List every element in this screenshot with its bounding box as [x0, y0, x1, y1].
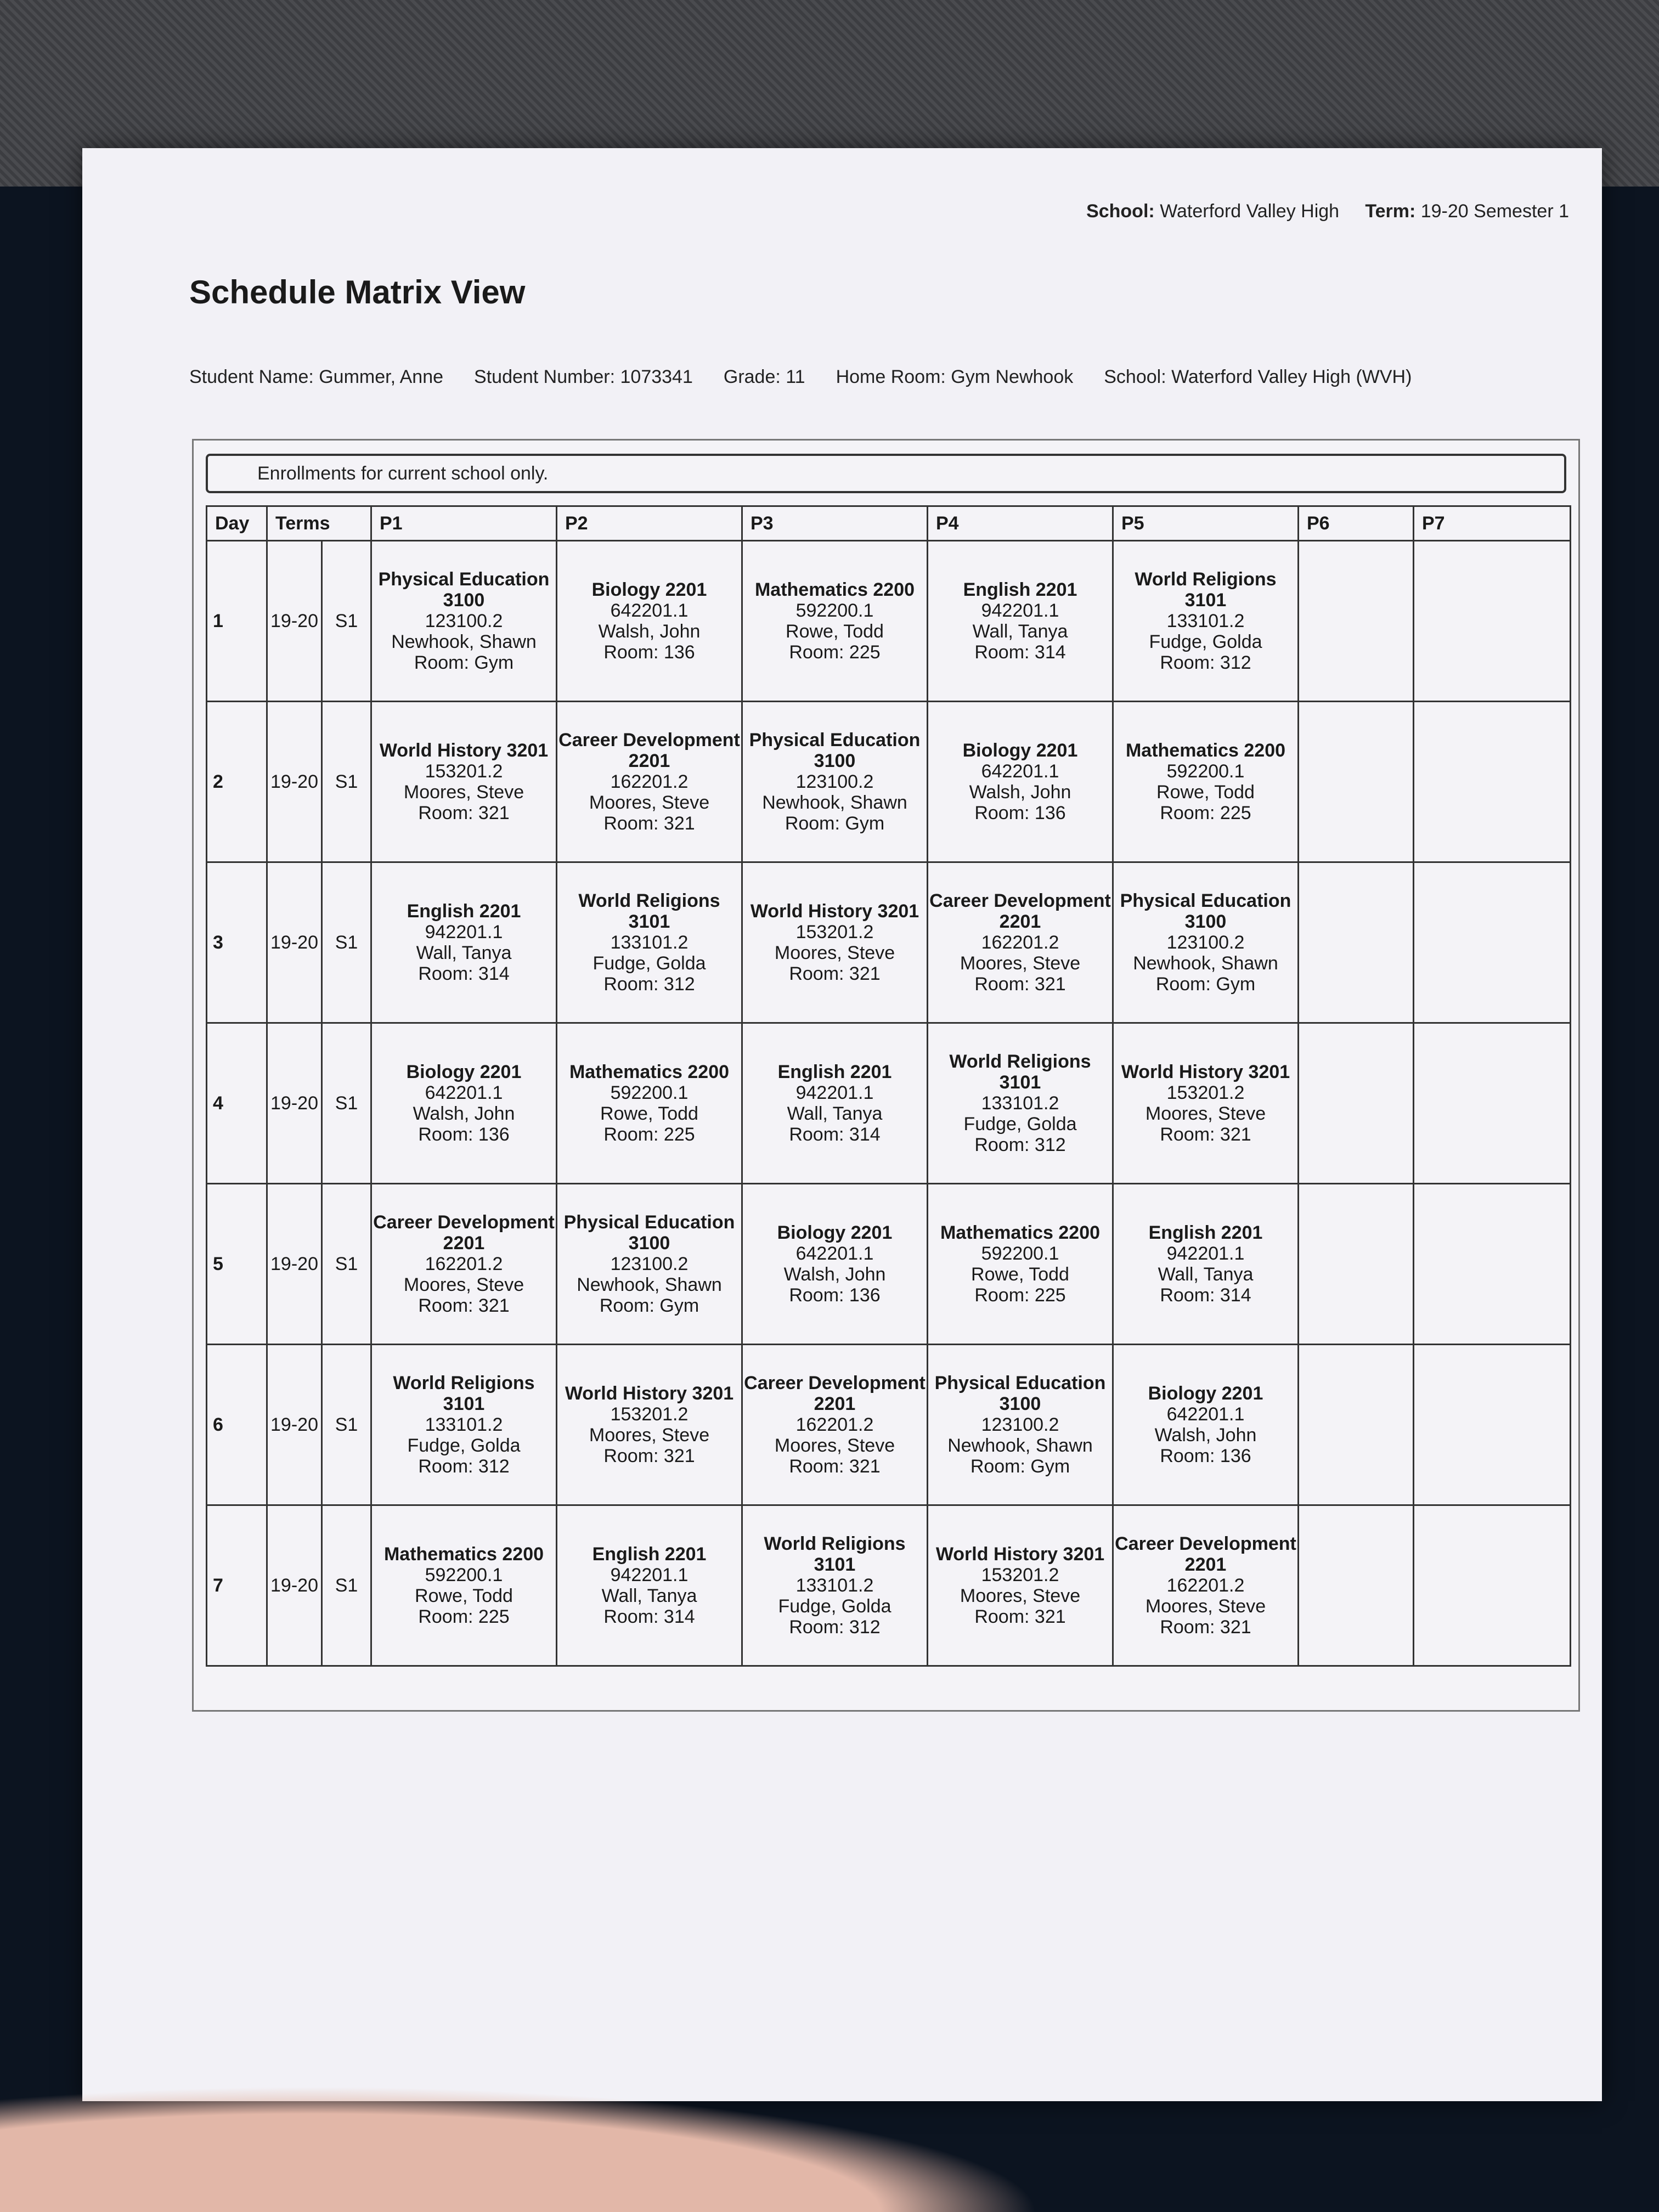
semester-cell: S1 — [322, 702, 371, 862]
course-name: Career Development 2201 — [744, 1373, 926, 1414]
hand-holding-paper — [0, 2086, 1042, 2212]
col-header: P1 — [371, 506, 557, 541]
course-code: 153201.2 — [425, 761, 503, 782]
table-row — [207, 702, 1571, 862]
empty-period-cell — [1414, 1345, 1571, 1505]
course-room: Room: Gym — [1155, 974, 1256, 995]
semester-cell: S1 — [322, 862, 371, 1023]
course-room: Room: 314 — [603, 1606, 695, 1627]
course-name: World Religions 3101 — [949, 1051, 1091, 1093]
course-name: English 2201 — [407, 901, 521, 922]
table-row — [207, 862, 1571, 1023]
empty-period-cell — [1299, 541, 1414, 702]
table-row — [207, 1345, 1571, 1505]
course-code: 942201.1 — [610, 1565, 689, 1585]
course-code: 642201.1 — [610, 600, 689, 621]
col-header: Day — [207, 506, 267, 541]
course-name: World Religions 3101 — [1135, 569, 1277, 611]
course-code: 123100.2 — [425, 611, 503, 631]
course-teacher: Walsh, John — [969, 782, 1071, 803]
course-name: English 2201 — [592, 1544, 707, 1565]
course-name: English 2201 — [963, 579, 1077, 600]
course-name: English 2201 — [1148, 1222, 1263, 1243]
course-code: 133101.2 — [1166, 611, 1245, 631]
term-cell: 19-20 — [267, 1505, 322, 1666]
course-room: Room: 321 — [1160, 1124, 1251, 1145]
course-teacher: Walsh, John — [783, 1264, 886, 1285]
course-name: English 2201 — [777, 1062, 892, 1082]
course-cell — [1113, 1345, 1299, 1505]
course-room: Room: Gym — [599, 1295, 699, 1316]
empty-period-cell — [1299, 1345, 1414, 1505]
course-code: 153201.2 — [795, 922, 874, 943]
schedule-table — [206, 505, 1571, 1667]
course-room: Room: 312 — [1160, 652, 1251, 673]
course-teacher: Rowe, Todd — [1156, 782, 1255, 803]
course-code: 942201.1 — [795, 1082, 874, 1103]
course-teacher: Rowe, Todd — [600, 1103, 698, 1124]
semester-cell: S1 — [322, 541, 371, 702]
course-cell — [1113, 862, 1299, 1023]
day-cell: 5 — [207, 1184, 267, 1345]
course-teacher: Newhook, Shawn — [947, 1435, 1093, 1456]
course-name: World Religions 3101 — [764, 1533, 906, 1575]
course-teacher: Walsh, John — [1154, 1425, 1257, 1446]
course-room: Room: 136 — [974, 803, 1066, 823]
col-header: P4 — [928, 506, 1113, 541]
course-name: Biology 2201 — [591, 579, 707, 600]
course-teacher: Newhook, Shawn — [391, 631, 537, 652]
term-cell: 19-20 — [267, 862, 322, 1023]
course-teacher: Walsh, John — [598, 621, 701, 642]
semester-cell: S1 — [322, 1505, 371, 1666]
course-code: 153201.2 — [981, 1565, 1059, 1585]
course-name: Career Development 2201 — [373, 1212, 555, 1254]
course-teacher: Fudge, Golda — [592, 953, 706, 974]
course-name: Physical Education 3100 — [378, 569, 550, 611]
course-cell — [371, 1023, 557, 1184]
semester-cell: S1 — [322, 1023, 371, 1184]
course-room: Room: Gym — [414, 652, 514, 673]
course-room: Room: 321 — [418, 803, 510, 823]
course-cell — [928, 1023, 1113, 1184]
semester-cell: S1 — [322, 1184, 371, 1345]
course-room: Room: 321 — [418, 1295, 510, 1316]
course-code: 642201.1 — [425, 1082, 503, 1103]
course-name: Physical Education 3100 — [749, 730, 921, 771]
course-room: Room: 321 — [974, 974, 1066, 995]
empty-period-cell — [1299, 1184, 1414, 1345]
col-header: P5 — [1113, 506, 1299, 541]
course-cell — [557, 541, 742, 702]
course-code: 942201.1 — [425, 922, 503, 943]
course-name: World History 3201 — [379, 740, 549, 761]
course-teacher: Newhook, Shawn — [1133, 953, 1278, 974]
course-teacher: Rowe, Todd — [415, 1585, 513, 1606]
course-teacher: Moores, Steve — [403, 1274, 524, 1295]
course-teacher: Moores, Steve — [774, 943, 895, 963]
course-name: Physical Education 3100 — [934, 1373, 1106, 1414]
course-name: World History 3201 — [565, 1383, 734, 1404]
course-teacher: Rowe, Todd — [971, 1264, 1069, 1285]
home-room: Home Room: Gym Newhook — [836, 366, 1074, 387]
day-cell: 2 — [207, 702, 267, 862]
page-title: Schedule Matrix View — [189, 274, 526, 311]
course-room: Room: 136 — [1160, 1446, 1251, 1466]
course-cell — [371, 541, 557, 702]
student-number: Student Number: 1073341 — [474, 366, 693, 387]
student-info — [189, 366, 1583, 388]
empty-period-cell — [1414, 541, 1571, 702]
course-code: 592200.1 — [981, 1243, 1059, 1264]
course-name: Career Development 2201 — [558, 730, 740, 771]
course-name: Mathematics 2200 — [569, 1062, 730, 1082]
course-name: Biology 2201 — [777, 1222, 893, 1243]
course-code: 642201.1 — [1166, 1404, 1245, 1425]
student-school: School: Waterford Valley High (WVH) — [1104, 366, 1412, 387]
col-header: Terms — [267, 506, 371, 541]
course-code: 592200.1 — [1166, 761, 1245, 782]
table-row — [207, 541, 1571, 702]
course-name: World History 3201 — [750, 901, 919, 922]
course-name: Biology 2201 — [962, 740, 1078, 761]
course-room: Room: 225 — [1160, 803, 1251, 823]
course-cell — [742, 702, 928, 862]
course-teacher: Moores, Steve — [960, 1585, 1081, 1606]
course-teacher: Newhook, Shawn — [762, 792, 907, 813]
course-code: 123100.2 — [1166, 932, 1245, 953]
course-cell — [557, 1184, 742, 1345]
course-code: 153201.2 — [1166, 1082, 1245, 1103]
empty-period-cell — [1414, 1023, 1571, 1184]
course-cell — [742, 541, 928, 702]
course-cell — [371, 702, 557, 862]
course-cell — [1113, 1023, 1299, 1184]
course-teacher: Wall, Tanya — [972, 621, 1068, 642]
student-grade: Grade: 11 — [723, 366, 805, 387]
course-cell — [1113, 541, 1299, 702]
schedule-sheet — [82, 148, 1602, 2101]
course-room: Room: 225 — [603, 1124, 695, 1145]
course-name: Mathematics 2200 — [754, 579, 915, 600]
course-teacher: Walsh, John — [413, 1103, 515, 1124]
col-header: P7 — [1414, 506, 1571, 541]
table-row — [207, 1505, 1571, 1666]
course-cell — [928, 702, 1113, 862]
course-cell — [928, 1505, 1113, 1666]
course-teacher: Wall, Tanya — [416, 943, 512, 963]
term-cell: 19-20 — [267, 1345, 322, 1505]
course-cell — [557, 1345, 742, 1505]
course-teacher: Moores, Steve — [774, 1435, 895, 1456]
course-name: World History 3201 — [935, 1544, 1105, 1565]
course-cell — [928, 1345, 1113, 1505]
course-room: Room: 312 — [789, 1617, 881, 1638]
course-code: 133101.2 — [795, 1575, 874, 1596]
enrollment-notice: Enrollments for current school only. — [206, 454, 1566, 493]
course-cell — [928, 862, 1113, 1023]
course-teacher: Moores, Steve — [1145, 1596, 1266, 1617]
course-name: Biology 2201 — [1148, 1383, 1263, 1404]
course-teacher: Wall, Tanya — [601, 1585, 697, 1606]
course-room: Room: 314 — [974, 642, 1066, 663]
col-header: P6 — [1299, 506, 1414, 541]
school-value: Waterford Valley High — [1160, 201, 1340, 222]
course-name: Biology 2201 — [406, 1062, 522, 1082]
course-teacher: Newhook, Shawn — [577, 1274, 722, 1295]
empty-period-cell — [1299, 862, 1414, 1023]
course-name: World History 3201 — [1121, 1062, 1290, 1082]
course-teacher: Moores, Steve — [1145, 1103, 1266, 1124]
course-room: Room: 136 — [789, 1285, 881, 1306]
course-room: Room: 312 — [974, 1135, 1066, 1155]
course-cell — [1113, 702, 1299, 862]
course-teacher: Fudge, Golda — [778, 1596, 891, 1617]
empty-period-cell — [1414, 702, 1571, 862]
course-room: Room: 321 — [789, 1456, 881, 1477]
course-room: Room: 312 — [603, 974, 695, 995]
term-value: 19-20 Semester 1 — [1420, 201, 1569, 222]
course-cell — [742, 1023, 928, 1184]
course-code: 642201.1 — [795, 1243, 874, 1264]
course-name: Mathematics 2200 — [1125, 740, 1286, 761]
table-row — [207, 1023, 1571, 1184]
empty-period-cell — [1299, 1505, 1414, 1666]
term-cell: 19-20 — [267, 1184, 322, 1345]
course-cell — [742, 1505, 928, 1666]
course-room: Room: 136 — [418, 1124, 510, 1145]
course-code: 123100.2 — [610, 1254, 689, 1274]
course-room: Room: 314 — [789, 1124, 881, 1145]
course-code: 133101.2 — [981, 1093, 1059, 1114]
course-name: Career Development 2201 — [1115, 1533, 1296, 1575]
course-cell — [371, 1505, 557, 1666]
course-code: 123100.2 — [981, 1414, 1059, 1435]
course-name: Physical Education 3100 — [563, 1212, 735, 1254]
empty-period-cell — [1414, 1184, 1571, 1345]
course-teacher: Moores, Steve — [589, 792, 710, 813]
course-room: Room: 225 — [418, 1606, 510, 1627]
empty-period-cell — [1414, 1505, 1571, 1666]
course-teacher: Moores, Steve — [403, 782, 524, 803]
course-code: 592200.1 — [610, 1082, 689, 1103]
term-cell: 19-20 — [267, 541, 322, 702]
course-name: Career Development 2201 — [929, 890, 1111, 932]
course-cell — [742, 1345, 928, 1505]
course-room: Room: 312 — [418, 1456, 510, 1477]
course-cell — [371, 1184, 557, 1345]
course-code: 942201.1 — [981, 600, 1059, 621]
course-room: Room: 314 — [1160, 1285, 1251, 1306]
header-row — [207, 506, 1571, 541]
course-teacher: Wall, Tanya — [1158, 1264, 1254, 1285]
course-room: Room: Gym — [970, 1456, 1070, 1477]
day-cell: 1 — [207, 541, 267, 702]
course-cell — [557, 1023, 742, 1184]
course-cell — [1113, 1184, 1299, 1345]
term-cell: 19-20 — [267, 1023, 322, 1184]
course-cell — [928, 541, 1113, 702]
course-cell — [371, 1345, 557, 1505]
course-code: 123100.2 — [795, 771, 874, 792]
course-name: World Religions 3101 — [393, 1373, 535, 1414]
course-code: 162201.2 — [1166, 1575, 1245, 1596]
course-code: 133101.2 — [610, 932, 689, 953]
course-code: 592200.1 — [425, 1565, 503, 1585]
course-room: Room: 314 — [418, 963, 510, 984]
term-label: Term: — [1365, 201, 1416, 222]
course-code: 162201.2 — [610, 771, 689, 792]
col-header: P2 — [557, 506, 742, 541]
course-name: Mathematics 2200 — [940, 1222, 1101, 1243]
course-room: Room: 225 — [789, 642, 881, 663]
student-name: Student Name: Gummer, Anne — [189, 366, 444, 387]
course-code: 153201.2 — [610, 1404, 689, 1425]
course-room: Room: Gym — [785, 813, 885, 834]
course-cell — [742, 1184, 928, 1345]
course-teacher: Moores, Steve — [589, 1425, 710, 1446]
course-code: 162201.2 — [795, 1414, 874, 1435]
course-teacher: Fudge, Golda — [1149, 631, 1262, 652]
course-name: World Religions 3101 — [578, 890, 720, 932]
course-code: 642201.1 — [981, 761, 1059, 782]
course-room: Room: 225 — [974, 1285, 1066, 1306]
course-teacher: Rowe, Todd — [786, 621, 884, 642]
course-code: 133101.2 — [425, 1414, 503, 1435]
course-cell — [928, 1184, 1113, 1345]
empty-period-cell — [1299, 1023, 1414, 1184]
empty-period-cell — [1299, 702, 1414, 862]
term-cell: 19-20 — [267, 702, 322, 862]
course-room: Room: 136 — [603, 642, 695, 663]
course-code: 162201.2 — [425, 1254, 503, 1274]
schedule-matrix — [192, 439, 1580, 1712]
table-row — [207, 1184, 1571, 1345]
course-name: Mathematics 2200 — [383, 1544, 544, 1565]
course-code: 592200.1 — [795, 600, 874, 621]
course-code: 942201.1 — [1166, 1243, 1245, 1264]
course-room: Room: 321 — [603, 1446, 695, 1466]
school-label: School: — [1086, 201, 1155, 222]
course-cell — [557, 702, 742, 862]
course-cell — [557, 1505, 742, 1666]
school-term-header — [1086, 201, 1569, 222]
day-cell: 4 — [207, 1023, 267, 1184]
course-cell — [1113, 1505, 1299, 1666]
semester-cell: S1 — [322, 1345, 371, 1505]
course-code: 162201.2 — [981, 932, 1059, 953]
course-cell — [742, 862, 928, 1023]
day-cell: 3 — [207, 862, 267, 1023]
course-room: Room: 321 — [1160, 1617, 1251, 1638]
course-room: Room: 321 — [789, 963, 881, 984]
empty-period-cell — [1414, 862, 1571, 1023]
course-cell — [557, 862, 742, 1023]
day-cell: 6 — [207, 1345, 267, 1505]
course-cell — [371, 862, 557, 1023]
course-teacher: Fudge, Golda — [407, 1435, 521, 1456]
course-teacher: Moores, Steve — [960, 953, 1081, 974]
course-name: Physical Education 3100 — [1120, 890, 1291, 932]
day-cell: 7 — [207, 1505, 267, 1666]
course-teacher: Fudge, Golda — [963, 1114, 1077, 1135]
col-header: P3 — [742, 506, 928, 541]
course-room: Room: 321 — [974, 1606, 1066, 1627]
course-room: Room: 321 — [603, 813, 695, 834]
course-teacher: Wall, Tanya — [787, 1103, 883, 1124]
